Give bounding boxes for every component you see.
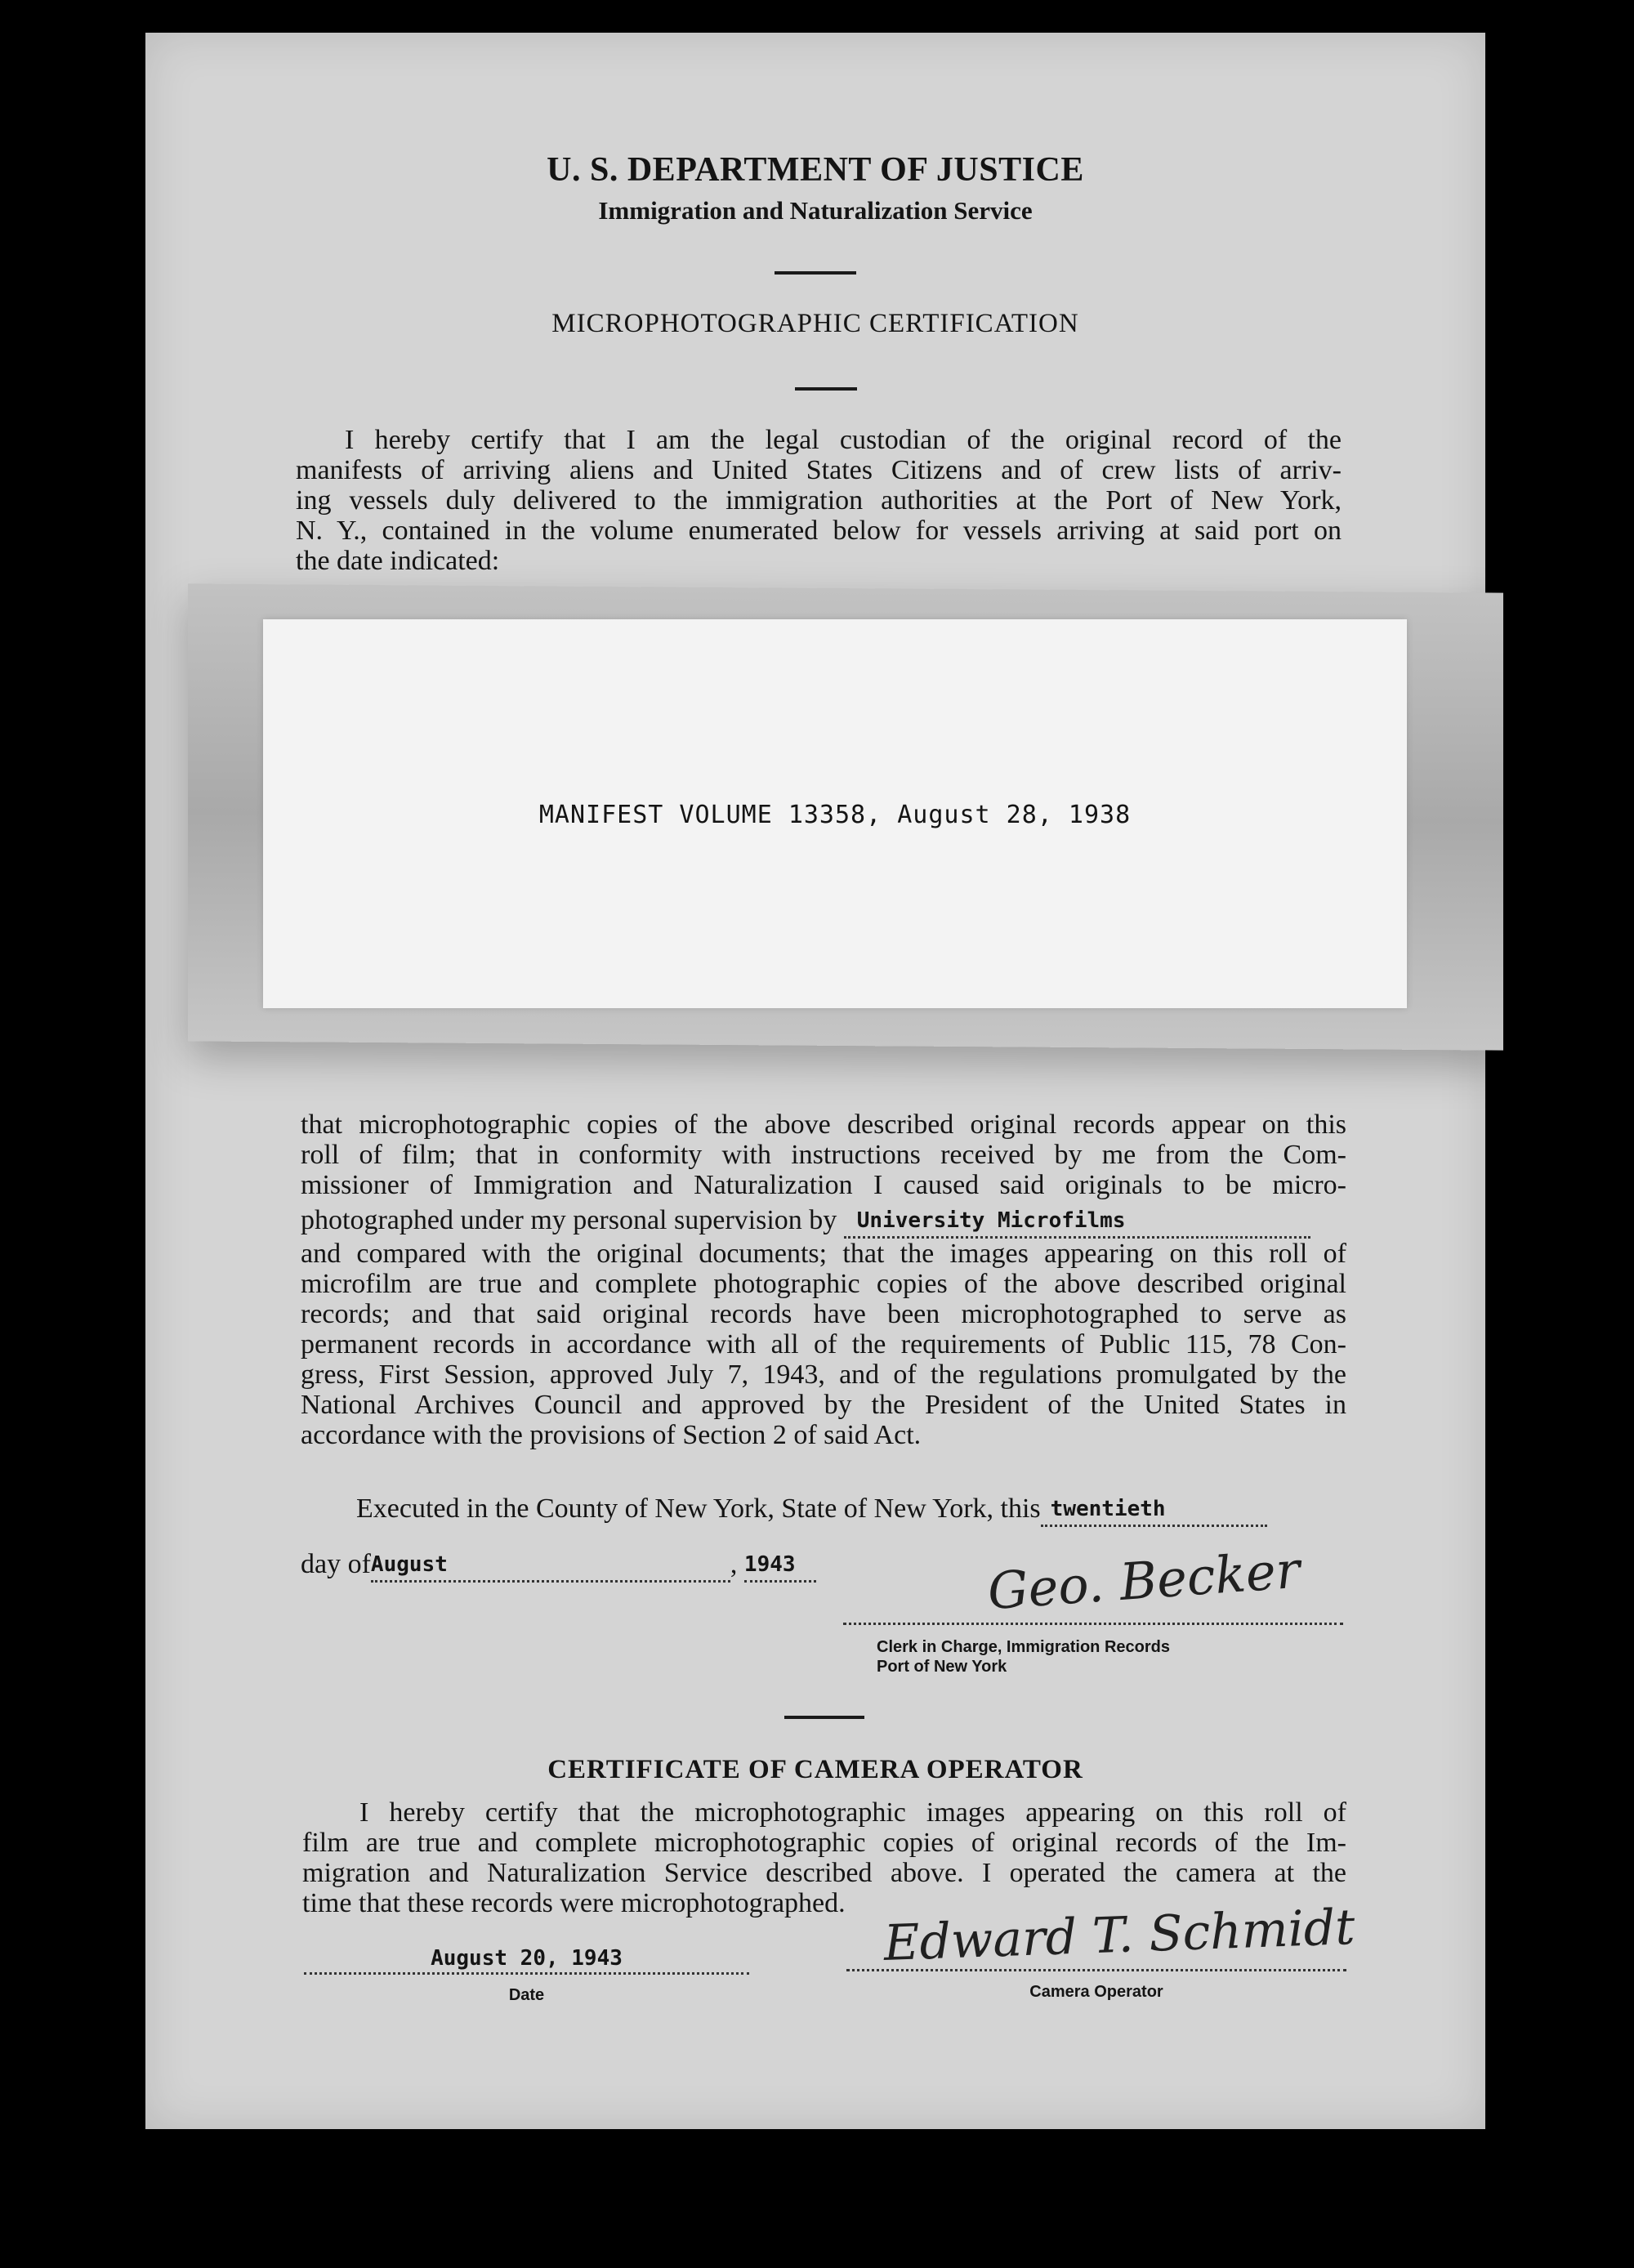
clerk-signature: Geo. Becker <box>985 1539 1302 1622</box>
clerk-port-line: Port of New York <box>877 1658 1007 1676</box>
intro-paragraph <box>296 425 1342 576</box>
supervision-line <box>301 1205 1346 1239</box>
supervision-prefix: photographed under my personal supervision by <box>301 1205 837 1235</box>
body-line: roll of film; that in conformity with instructions received by me from the Com- <box>301 1140 1346 1170</box>
body-line: missioner of Immigration and Naturalization I caused said originals to be micro- <box>301 1170 1346 1200</box>
service-subheading: Immigration and Naturalization Service <box>598 196 1033 225</box>
body-line: microfilm are true and complete photographic copies of the above described original <box>301 1269 1346 1299</box>
operator-date-value: August 20, 1943 <box>304 1946 749 1975</box>
camera-operator-signature: Edward T. Schmidt <box>882 1898 1356 1973</box>
camera-operator-label: Camera Operator <box>1029 1983 1163 2001</box>
department-heading: U. S. DEPARTMENT OF JUSTICE <box>547 151 1084 189</box>
intro-line: manifests of arriving aliens and United States Citizens and of crew lists of arriv- <box>296 455 1342 485</box>
executed-year-value: 1943 <box>744 1550 816 1583</box>
year-separator: , <box>730 1549 738 1579</box>
body-line: accordance with the provisions of Section 2 of said Act. <box>301 1420 922 1450</box>
divider <box>775 271 856 275</box>
body-paragraph <box>301 1109 1346 1450</box>
clerk-title <box>877 1637 1334 1676</box>
intro-line: I hereby certify that I am the legal custodian of the original record of the <box>345 425 1342 455</box>
camera-line: film are true and complete microphotographic copies of original records of the Im- <box>302 1828 1346 1858</box>
divider <box>784 1716 864 1719</box>
volume-strip-text: MANIFEST VOLUME 13358, August 28, 1938 <box>538 801 1132 829</box>
camera-line: time that these records were microphotographed. <box>302 1888 846 1918</box>
body-line: that microphotographic copies of the above described original records appear on this <box>301 1109 1346 1140</box>
body-line: and compared with the original documents; that the images appearing on this roll of <box>301 1239 1346 1269</box>
executed-day-value: twentieth <box>1041 1494 1267 1527</box>
day-of-label: day of <box>301 1549 371 1579</box>
body-line: gress, First Session, approved July 7, 1943, and of the regulations promulgated by the <box>301 1359 1346 1390</box>
body-line: National Archives Council and approved by the President of the United States in <box>301 1390 1346 1420</box>
clerk-signature-line <box>843 1623 1343 1625</box>
executed-prefix: Executed in the County of New York, State of New York, this <box>356 1493 1041 1524</box>
intro-line: ing vessels duly delivered to the immigration authorities at the Port of New York, <box>296 485 1342 516</box>
divider <box>795 387 857 391</box>
body-line: permanent records in accordance with all of the requirements of Public 115, 78 Con- <box>301 1329 1346 1359</box>
supervision-value: University Microfilms <box>844 1206 1310 1239</box>
camera-operator-title: CERTIFICATE OF CAMERA OPERATOR <box>547 1755 1083 1784</box>
camera-line: I hereby certify that the microphotographic images appearing on this roll of <box>359 1797 1346 1828</box>
camera-operator-paragraph <box>302 1797 1346 1918</box>
operator-signature-line <box>846 1969 1346 1971</box>
day-of-line <box>301 1549 922 1583</box>
camera-line: migration and Naturalization Service described above. I operated the camera at the <box>302 1858 1346 1888</box>
executed-month-value: August <box>371 1550 730 1583</box>
clerk-title-line: Clerk in Charge, Immigration Records <box>877 1638 1170 1656</box>
body-line: records; and that said original records have been microphotographed to serve as <box>301 1299 1346 1329</box>
intro-line: N. Y., contained in the volume enumerated below for vessels arriving at said port on <box>296 516 1342 546</box>
executed-line <box>356 1493 1345 1527</box>
intro-line: the date indicated: <box>296 546 500 576</box>
operator-date-label: Date <box>508 1986 545 2004</box>
certification-title: MICROPHOTOGRAPHIC CERTIFICATION <box>551 309 1079 338</box>
volume-strip <box>263 619 1407 1008</box>
